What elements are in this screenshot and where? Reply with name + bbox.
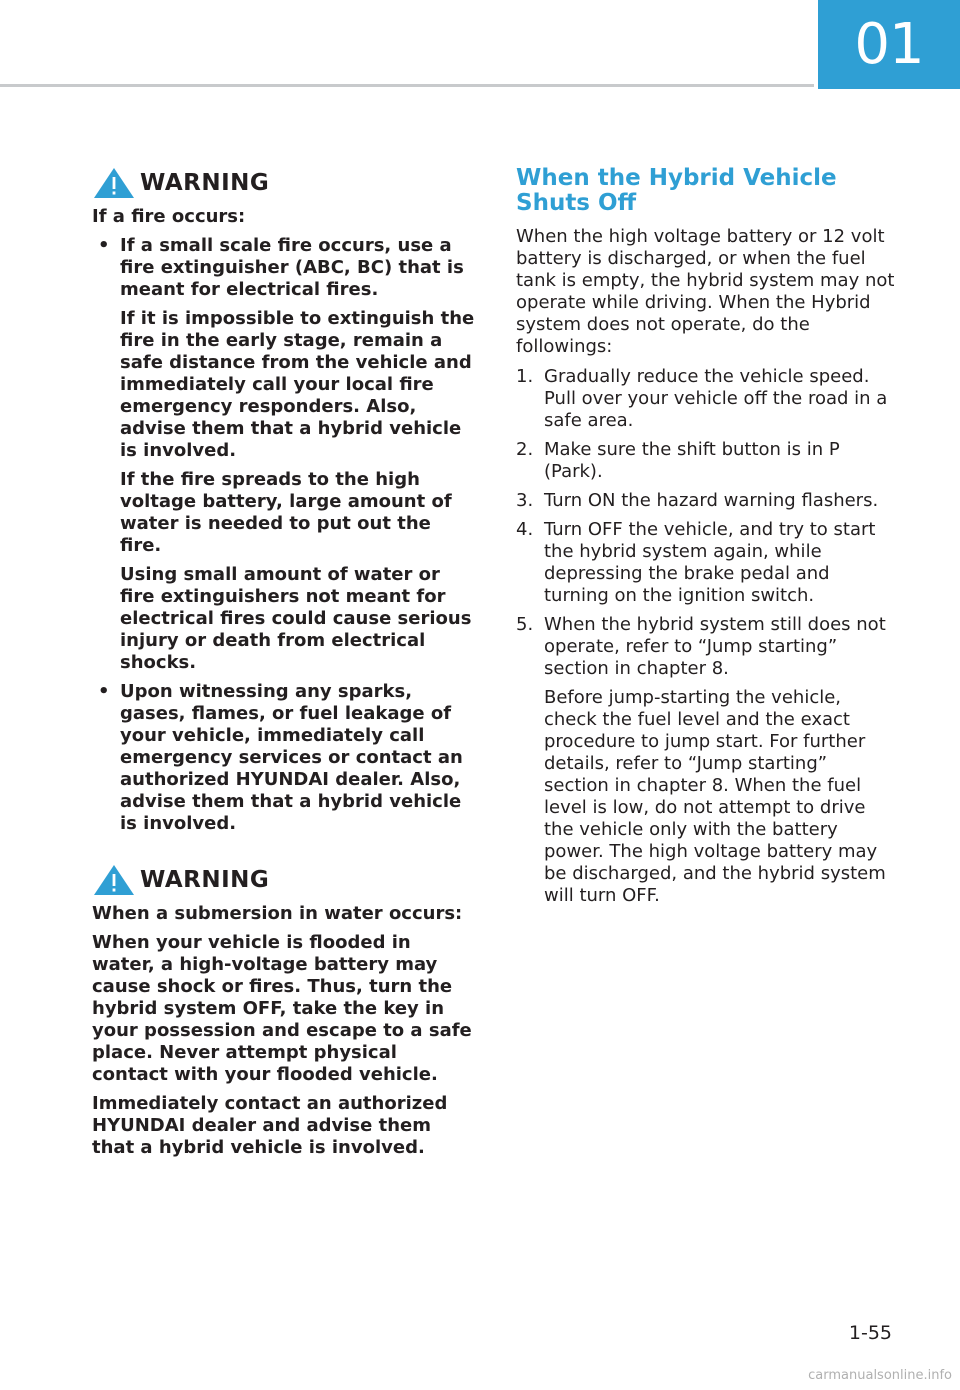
step-item [516, 366, 896, 432]
section-intro: When the high voltage battery or 12 volt battery is discharged, or when the fuel tank is empty, the hybrid system may not operate while driving. When the Hybrid system does not operate, do the followings: [516, 226, 895, 357]
warning-box-submersion [92, 863, 478, 1159]
header-rule [0, 84, 814, 87]
left-column [92, 166, 478, 1166]
warning-bullet [92, 235, 478, 674]
warning-intro: When a submersion in water occurs: [92, 903, 463, 924]
warning-paragraph: If the fire spreads to the high voltage battery, large amount of water is needed to put out the fire. [120, 469, 452, 556]
bullet-dot: • [98, 235, 110, 256]
step-item [516, 519, 896, 607]
step-text: Gradually reduce the vehicle speed. Pull over your vehicle off the road in a safe area. [544, 366, 888, 431]
chapter-tab: 01 [818, 0, 960, 89]
step-item [516, 439, 896, 483]
warning-paragraph: Upon witnessing any sparks, gases, flames, or fuel leakage of your vehicle, immediately call emergency services or contact an authorized HYUNDAI dealer. Also, advise them that a hybrid vehicle is involved. [120, 681, 463, 834]
step-text: Before jump-starting the vehicle, check the fuel level and the exact procedure to jump start. For further details, refer to “Jump starting” section in chapter 8. When the fuel level is low, do not attempt to drive the vehicle only with the battery power. The high voltage battery may be discharged, and the hybrid system will turn OFF. [544, 687, 886, 906]
warning-box-fire [92, 166, 478, 835]
step-item [516, 614, 896, 907]
step-number: 4. [516, 519, 534, 540]
step-text: Turn OFF the vehicle, and try to start the hybrid system again, while depressing the brake pedal and turning on the ignition switch. [544, 519, 876, 606]
step-number: 2. [516, 439, 534, 460]
warning-paragraph: If a small scale fire occurs, use a fire extinguisher (ABC, BC) that is meant for electrical fires. [120, 235, 464, 300]
section-title: When the Hybrid Vehicle Shuts Off [516, 165, 837, 216]
warning-title: WARNING [140, 867, 270, 893]
warning-triangle-icon [92, 863, 136, 897]
page-number: 1-55 [848, 1322, 892, 1344]
step-text: Make sure the shift button is in P (Park). [544, 439, 840, 482]
warning-bullet-list [92, 235, 478, 835]
warning-title: WARNING [140, 170, 270, 196]
warning-bullet [92, 681, 478, 835]
warning-paragraph: If it is impossible to extinguish the fire in the early stage, remain a safe distance from the vehicle and immediately call your local fire emergency responders. Also, advise them that a hybrid vehicle is involved. [120, 308, 475, 461]
warning-triangle-icon [92, 166, 136, 200]
warning-paragraph: When your vehicle is flooded in water, a high-voltage battery may cause shock or fires. Thus, turn the hybrid system OFF, take the key in your possession and escape to a safe place. Never attempt physical contact with your flooded vehicle. [92, 932, 472, 1085]
warning-paragraph: Immediately contact an authorized HYUNDAI dealer and advise them that a hybrid vehicle is involved. [92, 1093, 448, 1158]
warning-paragraph: Using small amount of water or fire extinguishers not meant for electrical fires could cause serious injury or death from electrical shocks. [120, 564, 472, 673]
right-column [516, 166, 896, 914]
warning-header [92, 863, 478, 897]
steps-list [516, 366, 896, 907]
step-number: 3. [516, 490, 534, 511]
step-number: 5. [516, 614, 534, 635]
bullet-dot: • [98, 681, 110, 702]
watermark: carmanualsonline.info [808, 1368, 952, 1383]
step-number: 1. [516, 366, 534, 387]
warning-header [92, 166, 478, 200]
step-item [516, 490, 896, 512]
step-text: When the hybrid system still does not operate, refer to “Jump starting” section in chapter 8. [544, 614, 886, 679]
step-text: Turn ON the hazard warning flashers. [544, 490, 879, 511]
warning-intro: If a fire occurs: [92, 206, 246, 227]
